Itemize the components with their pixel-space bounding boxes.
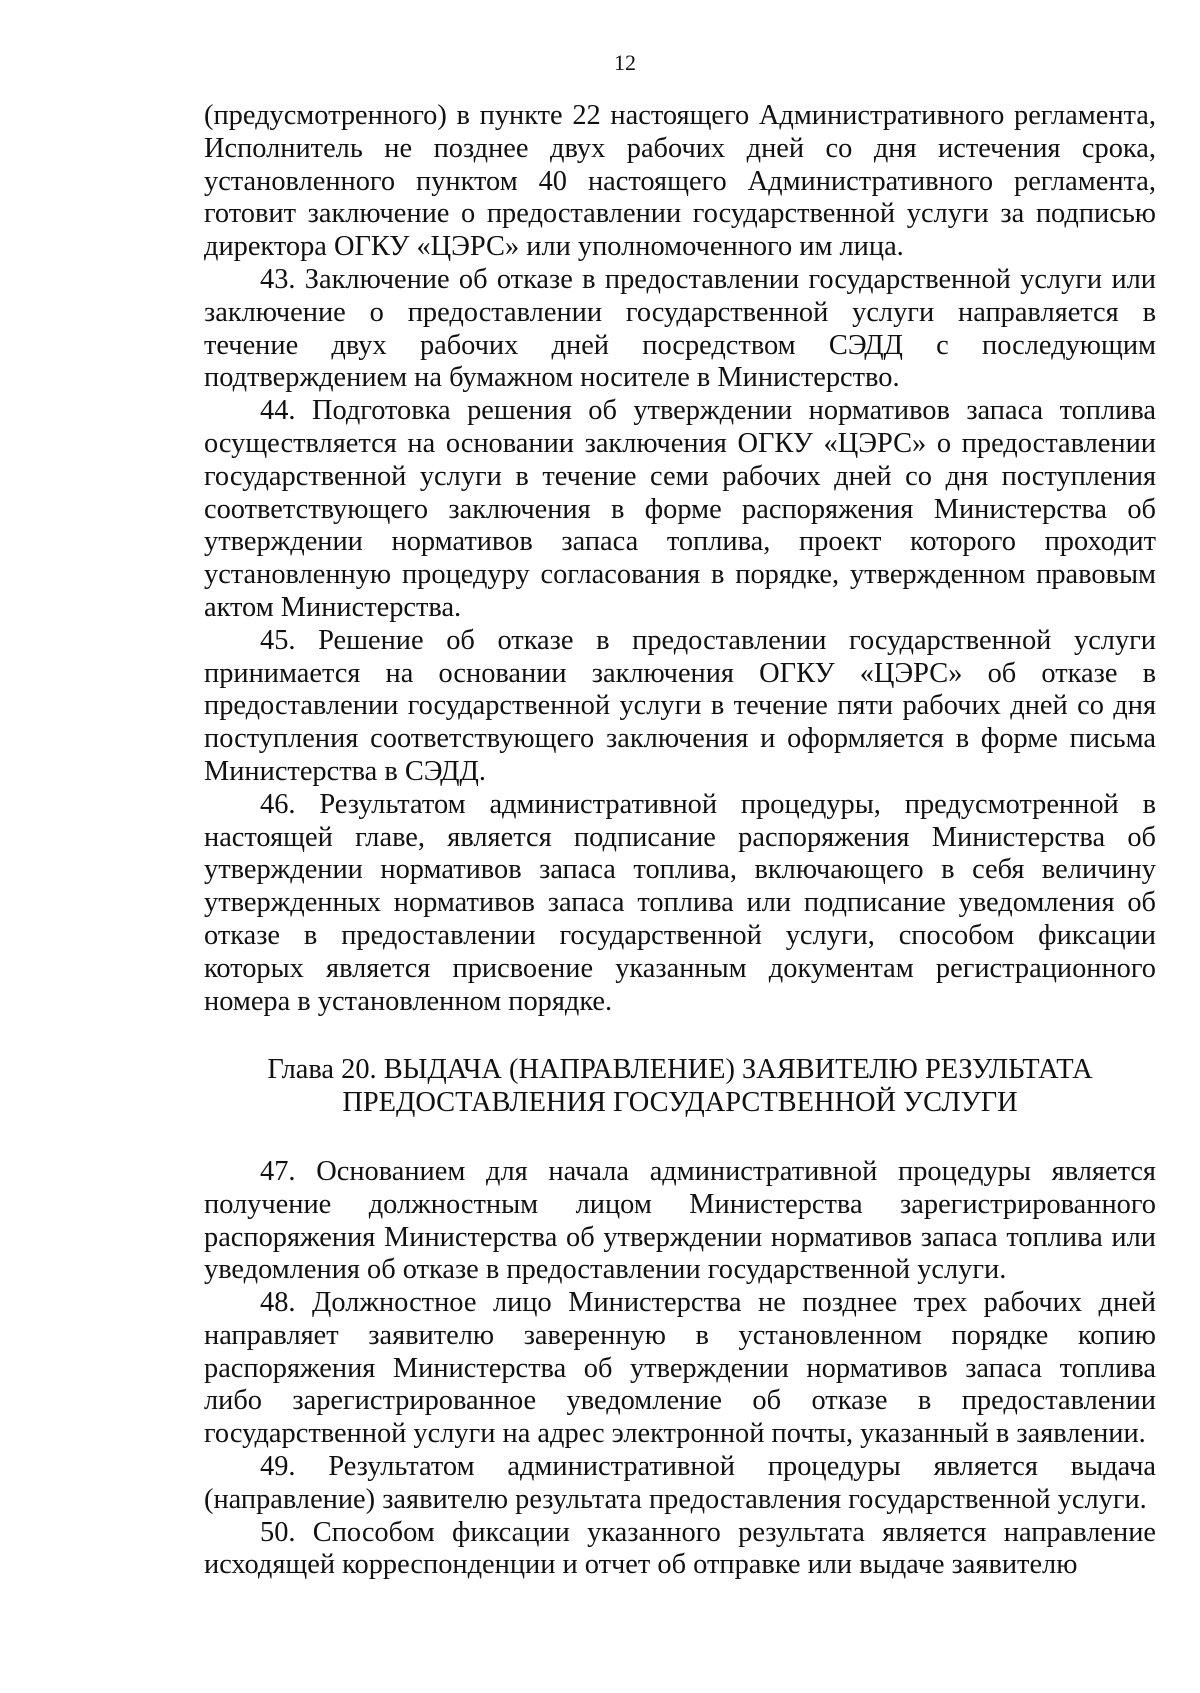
chapter-heading-line-1: Глава 20. ВЫДАЧА (НАПРАВЛЕНИЕ) ЗАЯВИТЕЛЮ РЕЗУЛЬТАТА bbox=[267, 1054, 1093, 1086]
paragraph-46: 46. Результатом административной процедуры, предусмотренной в настоящей главе, является подписание распоряжения Министерства об утверждении нормативов запаса топлива, включающего в себя величину утвержденных нормативов запаса топлива или подписание уведомления об отказе в предоставлении государственной услуги, способом фиксации которых является присвоение указанным документам регистрационного номера в установленном порядке. bbox=[204, 788, 1156, 1017]
paragraph-44: 44. Подготовка решения об утверждении нормативов запаса топлива осуществляется на основании заключения ОГКУ «ЦЭРС» о предоставлении государственной услуги в течение семи рабочих дней со дня поступления соответствующего заключения в форме распоряжения Министерства об утверждении нормативов запаса топлива, проект которого проходит установленную процедуру согласования в порядке, утвержденном правовым актом Министерства. bbox=[204, 395, 1156, 623]
paragraph-48: 48. Должностное лицо Министерства не позднее трех рабочих дней направляет заявителю заверенную в установленном порядке копию распоряжения Министерства об утверждении нормативов запаса топлива либо зарегистрированное уведомление об отказе в предоставлении государственной услуги на адрес электронной почты, указанный в заявлении. bbox=[204, 1287, 1156, 1450]
chapter-heading bbox=[204, 1054, 1156, 1120]
document-body bbox=[204, 100, 1156, 1582]
page-number: 12 bbox=[614, 50, 636, 75]
paragraph-43: 43. Заключение об отказе в предоставлении государственной услуги или заключение о предоставлении государственной услуги направляется в течение двух рабочих дней посредством СЭДД с последующим подтверждением на бумажном носителе в Министерство. bbox=[204, 263, 1156, 394]
paragraph-45: 45. Решение об отказе в предоставлении государственной услуги принимается на основании заключения ОГКУ «ЦЭРС» об отказе в предоставлении государственной услуги в течение пяти рабочих дней со дня поступления соответствующего заключения и оформляется в форме письма Министерства в СЭДД. bbox=[204, 624, 1156, 787]
paragraph-50: 50. Способом фиксации указанного результата является направление исходящей корреспонденции и отчет об отправке или выдаче заявителю bbox=[204, 1516, 1156, 1581]
paragraph-47: 47. Основанием для начала административной процедуры является получение должностным лицом Министерства зарегистрированного распоряжения Министерства об утверждении нормативов запаса топлива или уведомления об отказе в предоставлении государственной услуги. bbox=[204, 1155, 1156, 1286]
chapter-heading-line-2: ПРЕДОСТАВЛЕНИЯ ГОСУДАРСТВЕННОЙ УСЛУГИ bbox=[342, 1087, 1018, 1119]
paragraph-42-continuation: (предусмотренного) в пункте 22 настоящего Административного регламента, Исполнитель не позднее двух рабочих дней со дня истечения срока, установленного пунктом 40 настоящего Административного регламента, готовит заключение о предоставлении государственной услуги за подписью директора ОГКУ «ЦЭРС» или уполномоченного им лица. bbox=[204, 100, 1156, 263]
paragraph-49: 49. Результатом административной процедуры является выдача (направление) заявителю результата предоставления государственной услуги. bbox=[204, 1451, 1156, 1515]
